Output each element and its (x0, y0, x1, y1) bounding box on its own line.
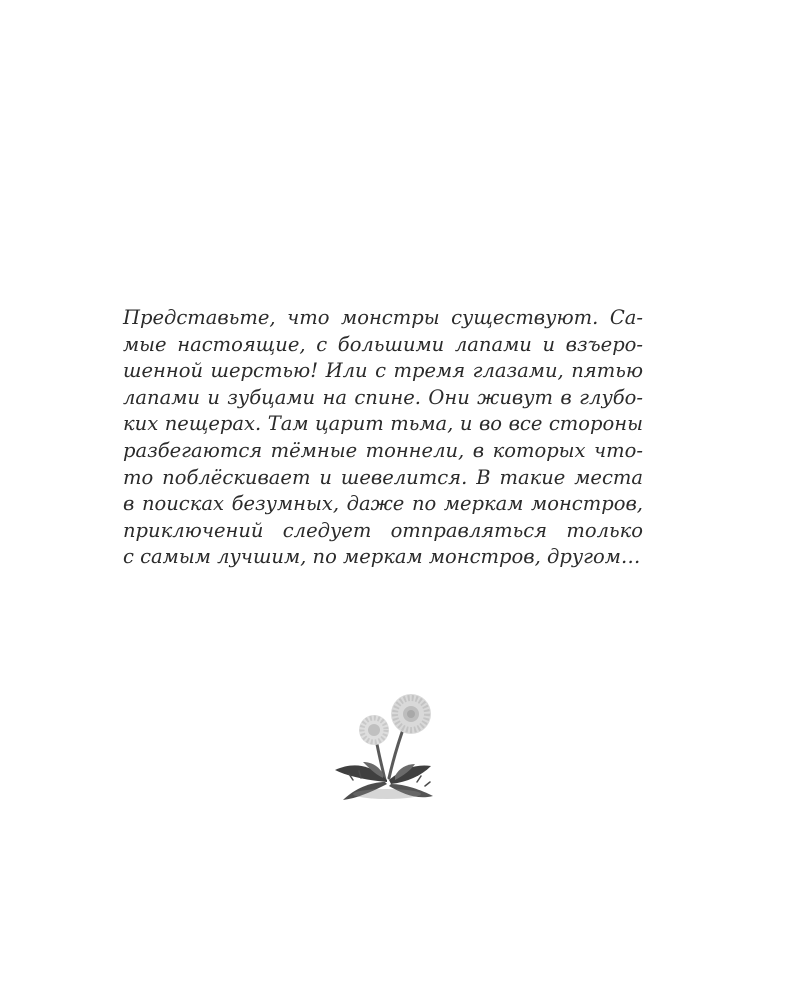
text-line: в поисках безумных, даже по меркам монстров, (123, 492, 643, 516)
text-line: мые настоящие, с большими лапами и взъеро- (123, 332, 643, 356)
text-line: разбегаются тёмные тоннели, в которых что- (123, 438, 643, 462)
text-line: шенной шерстью! Или с тремя глазами, пятью (123, 359, 643, 383)
text-line-last: с самым лучшим, по меркам монстров, другом… (123, 545, 641, 569)
text-line: Представьте, что монстры существуют. Са- (123, 306, 643, 329)
text-line: лапами и зубцами на спине. Они живут в глубо- (123, 385, 643, 409)
body-paragraph (123, 305, 643, 571)
text-line: приключений следует отправляться только (123, 518, 643, 542)
text-line: то поблёскивает и шевелится. В такие места (123, 465, 643, 489)
daisy-flower-svg (325, 690, 445, 805)
text-line: ких пещерах. Там царит тьма, и во все стороны (123, 412, 643, 436)
flower-head-large (391, 694, 431, 734)
flower-head-small (359, 715, 389, 745)
daisy-flower-icon (325, 690, 445, 805)
